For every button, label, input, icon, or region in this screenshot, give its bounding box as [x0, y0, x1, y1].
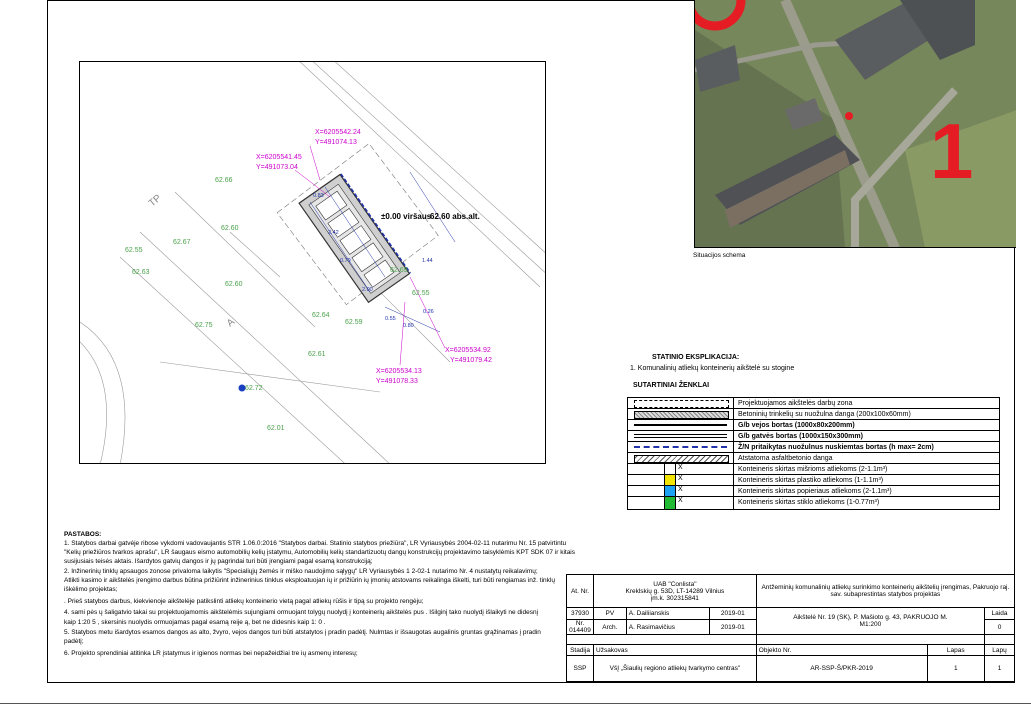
legend-row: X Konteineris skirtas mišrioms atliekoms (2-1.1m³): [628, 464, 999, 475]
lapu-value: 1: [985, 656, 1015, 682]
coord-x4: X=6205534.13: [376, 368, 422, 375]
site-plan-drawing: [80, 62, 546, 464]
svg-text:0.83: 0.83: [313, 193, 324, 199]
page-edge: [0, 703, 1031, 704]
legend-row: Betoninių trinkelių su nuožulna danga (200x100x60mm): [628, 409, 999, 420]
notes-block: [64, 531, 584, 661]
legend-row: X Konteineris skirtas stiklo atliekoms (1-0.77m³): [628, 497, 999, 509]
author-role: Arch.: [594, 620, 627, 635]
company-cell: UAB "Conlista" Kreklskių g. 53D, LT-14289 Vilnius įm.k. 302315841: [594, 575, 757, 608]
coord-x1: X=6205542.24: [315, 129, 361, 136]
legend-row: X Konteineris skirtas popieriaus atliekoms (2-1.1m³): [628, 486, 999, 497]
abs-elevation-label: 62.60 abs.alt.: [430, 212, 480, 221]
lapas-value: 1: [927, 656, 984, 682]
note-line: Atlikti kasimo ir aikštelės įrengimo darbus būtina prižiūrint inžinerinius tinklus eksploatuojan ių ir prižiūrin ių įmonių atstovams reikalinga iškelti, turi būti rengiamas inž. tinklų: [64, 577, 555, 584]
coord-y4: Y=491078.33: [376, 378, 418, 385]
laida-label: Laida: [985, 608, 1015, 620]
coord-y1: Y=491074.13: [315, 139, 357, 146]
situation-number: 1: [930, 107, 974, 195]
location-marker: [845, 112, 853, 120]
note-line: padėtį;: [64, 638, 84, 645]
uzsakovas-label: Užsakovas: [594, 645, 757, 656]
objekto-value: AR-SSP-Š/PKR-2019: [756, 656, 927, 682]
author-nr: Nr. 014409: [567, 620, 594, 635]
coord-y3: Y=491079.42: [450, 357, 492, 364]
att-nr-label: At. Nr.: [567, 575, 594, 608]
axis-label-a: A: [224, 316, 238, 330]
explication-item: 1. Komunalinių atliekų konteinerių aikštelė su stogine: [630, 365, 795, 372]
elev-mark: 62.75: [195, 322, 213, 329]
legend-heading: SUTARTINIAI ŽENKLAI: [633, 382, 710, 389]
stadija-label: Stadija: [567, 645, 594, 656]
title-block: [566, 574, 1015, 682]
aerial-photo: [695, 0, 1016, 248]
svg-text:2.42: 2.42: [328, 230, 339, 236]
elev-mark: 62.64: [312, 312, 330, 319]
stadija-value: SSP: [567, 656, 594, 682]
lapu-label: Lapų: [985, 645, 1015, 656]
svg-text:0.26: 0.26: [423, 309, 434, 315]
elev-mark: 62.69: [390, 267, 408, 274]
legend-row: Atstatoma asfaltbetonio danga: [628, 453, 999, 464]
elev-mark: 62.67: [173, 239, 191, 246]
elev-mark: 62.66: [215, 177, 233, 184]
site-plan: [79, 61, 546, 464]
elev-mark: 62.72: [245, 385, 263, 392]
author-name: A. Dailiianskis: [626, 608, 709, 620]
uzsakovas-value: VšĮ „Šiaulių regiono atliekų tvarkymo centras": [594, 656, 757, 682]
author-nr: 37930: [567, 608, 594, 620]
coord-x3: X=6205534.92: [445, 347, 491, 354]
note-line: 1. Statybos darbai gatvėje ribose vykdomi vadovaujantis STR 1.06.0:2016 "Statybos darbai. Statinio statybos priežiūra", LR Vyriausybės 2004-02-11 nutarimu Nr. 15 patvirtintu: [64, 540, 567, 547]
elev-mark: 62.59: [345, 319, 363, 326]
laida-value: 0: [985, 620, 1015, 635]
elev-mark: 62.55: [412, 290, 430, 297]
situation-map: [694, 0, 1016, 248]
objekto-label: Objekto Nr.: [756, 645, 927, 656]
elev-mark: 62.60: [225, 281, 243, 288]
note-line: "Kelių priežiūros tvarkos aprašu", LR šaugaus eismo automobilių kelių įstatymu, Automobilių kelių standartizuotų dangų konstrukcijų projektavimo taisyklėmis KPT SDK 07 ir kitais: [64, 549, 576, 556]
survey-point: [239, 385, 246, 392]
author-name: A. Rasimavičius: [626, 620, 709, 635]
legend-row: Ž/N pritaikytas nuožulnus nuskiemtas bortas (h max= 2cm): [628, 442, 999, 453]
elev-mark: 62.61: [308, 351, 326, 358]
coord-y2: Y=491073.04: [256, 164, 298, 171]
note-line: susijusiais teisės aktais. Išardytos gatvių dangos ir jų pagrindai turi būti įrengiami pagal esamą konstrukciją;: [64, 558, 373, 565]
note-line: kaip 1:20 5 , skersinis nuolydis ormuojamas pagal esamą reije ą, bet ne didesnis kaip 1: 0 .: [64, 619, 326, 626]
author-date: 2019-01: [709, 608, 756, 620]
svg-text:0.55: 0.55: [385, 316, 396, 322]
lapas-label: Lapas: [927, 645, 984, 656]
legend-row: G/b gatvės bortas (1000x150x300mm): [628, 431, 999, 442]
legend-table: [627, 397, 1000, 510]
road-lines: [80, 62, 546, 464]
object-description: Aikštelė Nr. 19 (SK), P. Mašioto g. 43, PAKRUOJO M. M1:200: [756, 608, 984, 635]
note-line: 6. Projekto sprendiniai atitinka LR įstatymus ir igienos normas bei nepažeidžiai tre ių asmenų interesų;: [64, 650, 358, 657]
axis-label-tp: TP: [146, 192, 164, 210]
legend-row: X Konteineris skirtas plastiko atliekoms (1-1.1m³): [628, 475, 999, 486]
legend-row: Projektuojamos aikštelės darbų zona: [628, 398, 999, 409]
elev-mark: 62.60: [221, 225, 239, 232]
explication-heading: STATINIO EKSPLIKACIJA:: [652, 354, 740, 361]
elev-mark: 62.55: [125, 247, 143, 254]
situation-caption: Situacijos schema: [693, 252, 746, 259]
svg-text:0.80: 0.80: [403, 323, 414, 329]
note-line: 4. sami pės ų šaligatvio takai su projektuojamomis aikštelėmis sujungiami ormuojant tolygų nuolydį į konteinerių aikštelės pus . Išilginį tako nuolydį išlaikyti ne didesnį: [64, 609, 539, 616]
svg-text:1.44: 1.44: [422, 258, 433, 264]
svg-text:0.79: 0.79: [340, 258, 351, 264]
note-line: iškėlimo projektas;: [64, 586, 118, 593]
author-date: 2019-01: [709, 620, 756, 635]
elev-mark: 62.63: [132, 269, 150, 276]
legend-row: G/b vejos bortas (1000x80x200mm): [628, 420, 999, 431]
note-line: 5. Statybos metu išardytos esamos dangos as alto, žvyro, vejos dangos turi būti atstatytos į pradin padėtį. Nulmtas ir išsaugotas augalinis gruntas grąžinamas į pradin: [64, 629, 541, 636]
project-name: Antžeminių komunalinių atliekų surinkimo konteinerių aikštelių įrengimas, Pakruojo raj. sav. subaprestintas statybos projektas: [756, 575, 1014, 608]
zero-elevation-label: ±0.00 viršaus: [381, 212, 432, 221]
note-line: . Prieš statybos darbus, kiekvienoje aikštelėje patikslinti atliekų konteinerio vietą pagal atliekų rūšis ir tipą su projekto rengėju;: [64, 598, 424, 605]
svg-text:2.00: 2.00: [362, 287, 373, 293]
note-line: 2. Inžinerinių tinklų apsaugos zonose privaloma laikytis "Specialiųjų žemės ir miško naudojimo sąlygų" LR Vyriausybės 1 2-02-1 nutarimo Nr. 4 nustatytų reikalavimų;: [64, 568, 538, 575]
author-role: PV: [594, 608, 627, 620]
coord-x2: X=6205541.45: [256, 154, 302, 161]
elev-mark: 62.01: [267, 425, 285, 432]
notes-title: PASTABOS:: [64, 531, 102, 538]
